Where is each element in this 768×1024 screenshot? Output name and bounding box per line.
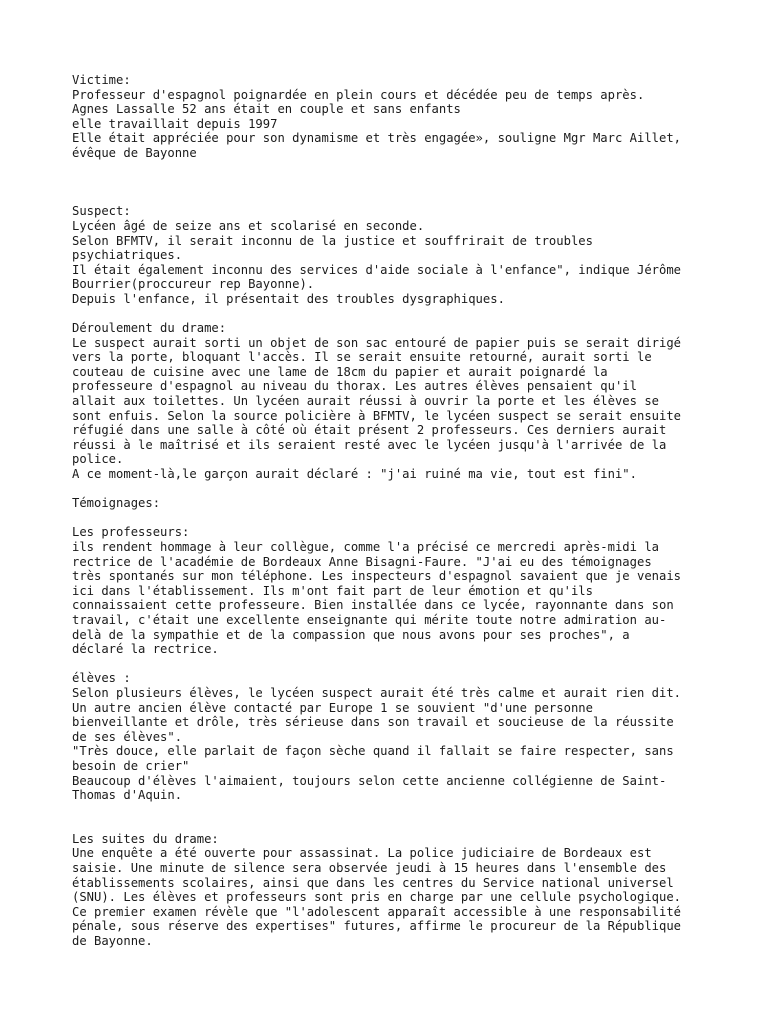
text-line: de Bayonne. [72, 934, 153, 949]
section-professeurs [72, 525, 712, 656]
text-line: Elle était appréciée pour son dynamisme et très engagée», souligne Mgr Marc Aillet, [72, 131, 682, 146]
text-line: travail, c'était une excellente enseignante qui mérite toute notre admiration au- [72, 612, 667, 627]
text-line: Agnes Lassalle 52 ans était en couple et sans enfants [72, 102, 461, 117]
text-line: évêque de Bayonne [72, 145, 197, 160]
text-line: rectrice de l'académie de Bordeaux Anne Bisagni-Faure. "J'ai eu des témoignages [72, 554, 652, 569]
section-heading: Témoignages: [72, 496, 161, 511]
text-line: Lycéen âgé de seize ans et scolarisé en seconde. [72, 218, 425, 233]
text-line: sont enfuis. Selon la source policière à BFMTV, le lycéen suspect se serait ensuite [72, 408, 682, 423]
text-line: bienveillante et drôle, très sérieuse dans son travail et soucieuse de la réussite [72, 715, 674, 730]
section-temoignages [72, 496, 712, 511]
section-heading: Suspect: [72, 204, 131, 219]
text-line: très spontanés sur mon téléphone. Les inspecteurs d'espagnol savaient que je venais [72, 569, 682, 584]
text-line: Le suspect aurait sorti un objet de son sac entouré de papier puis se serait dirigé [72, 335, 682, 350]
text-line: delà de la sympathie et de la compassion que nous avons pour ses proches", a [72, 627, 630, 642]
text-line: "Très douce, elle parlait de façon sèche quand il fallait se faire respecter, sans [72, 744, 674, 759]
section-heading: élèves : [72, 671, 131, 686]
text-line: elle travaillait depuis 1997 [72, 116, 278, 131]
text-line: Beaucoup d'élèves l'aimaient, toujours selon cette ancienne collégienne de Saint- [72, 773, 667, 788]
text-line: Thomas d'Aquin. [72, 788, 183, 803]
text-line: vers la porte, bloquant l'accès. Il se serait ensuite retourné, aurait sorti le [72, 350, 652, 365]
text-line: Professeur d'espagnol poignardée en plein cours et décédée peu de temps après. [72, 87, 645, 102]
section-suspect [72, 204, 712, 306]
text-line: Selon plusieurs élèves, le lycéen suspect aurait été très calme et aurait rien dit. [72, 685, 682, 700]
text-line: pénale, sous réserve des expertises" futures, affirme le procureur de la République [72, 919, 682, 934]
section-deroulement [72, 321, 712, 482]
document-page [72, 73, 712, 949]
text-line: Une enquête a été ouverte pour assassinat. La police judiciaire de Bordeaux est [72, 846, 652, 861]
text-line: déclaré la rectrice. [72, 642, 219, 657]
text-line: Il était également inconnu des services d'aide sociale à l'enfance", indique Jérôme [72, 262, 682, 277]
section-suites [72, 832, 712, 949]
text-line: besoin de crier" [72, 758, 190, 773]
section-victime [72, 73, 712, 161]
text-line: Depuis l'enfance, il présentait des troubles dysgraphiques. [72, 291, 505, 306]
text-line: police. [72, 452, 124, 467]
text-line: (SNU). Les élèves et professeurs sont pris en charge par une cellule psychologique. [72, 890, 682, 905]
text-line: allait aux toilettes. Un lycéen aurait réussi à ouvrir la porte et les élèves se [72, 394, 659, 409]
text-line: Un autre ancien élève contacté par Europe 1 se souvient "d'une personne [72, 700, 593, 715]
text-line: ils rendent hommage à leur collègue, comme l'a précisé ce mercredi après-midi la [72, 540, 659, 554]
text-line: saisie. Une minute de silence sera observée jeudi à 15 heures dans l'ensemble des [72, 861, 667, 876]
text-line: couteau de cuisine avec une lame de 18cm du papier et aurait poignardé la [72, 364, 608, 379]
section-heading: Les suites du drame: [72, 831, 219, 846]
text-line: Ce premier examen révèle que "l'adolescent apparaît accessible à une responsabilité [72, 904, 682, 919]
text-line: connaissaient cette professeure. Bien installée dans ce lycée, rayonnante dans son [72, 598, 674, 613]
text-line: Bourrier(proccureur rep Bayonne). [72, 277, 315, 292]
text-line: ici dans l'établissement. Ils m'ont fait part de leur émotion et qu'ils [72, 583, 593, 598]
text-line: établissements scolaires, ainsi que dans les centres du Service national universel [72, 875, 674, 890]
section-heading: Les professeurs: [72, 525, 190, 540]
text-line: de ses élèves". [72, 729, 183, 744]
text-line: psychiatriques. [72, 248, 183, 263]
text-line: A ce moment-là,le garçon aurait déclaré : "j'ai ruiné ma vie, tout est fini". [72, 467, 637, 482]
section-heading: Déroulement du drame: [72, 321, 227, 336]
section-heading: Victime: [72, 73, 131, 87]
text-line: réussi à le maîtrisé et ils seraient resté avec le lycéen jusqu'à l'arrivée de la [72, 437, 667, 452]
section-eleves [72, 671, 712, 802]
text-line: professeure d'espagnol au niveau du thorax. Les autres élèves pensaient qu'il [72, 379, 637, 394]
text-line: Selon BFMTV, il serait inconnu de la justice et souffrirait de troubles [72, 233, 593, 248]
text-line: réfugié dans une salle à côté où était présent 2 professeurs. Ces derniers aurait [72, 423, 667, 438]
